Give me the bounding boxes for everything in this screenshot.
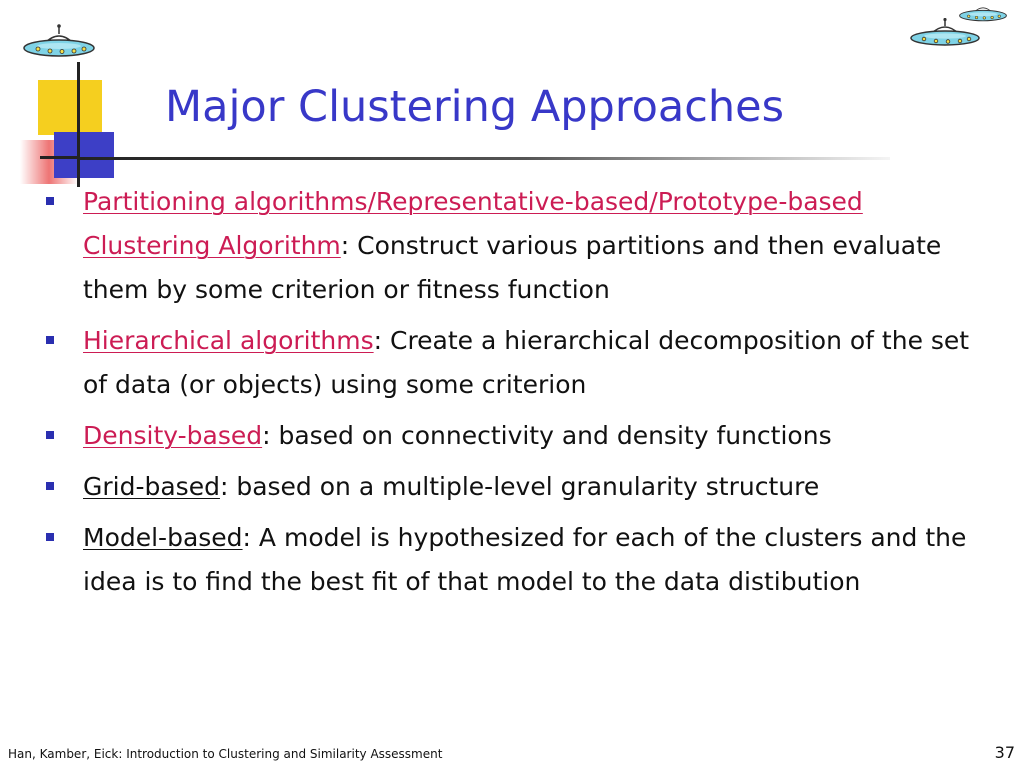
- ufo-icon: [908, 18, 982, 52]
- bullet-marker-icon: [46, 336, 54, 344]
- term-description: : based on connectivity and density functions: [262, 421, 832, 450]
- bullet-marker-icon: [46, 431, 54, 439]
- term-link[interactable]: Density-based: [83, 421, 263, 450]
- term-link[interactable]: Grid-based: [83, 472, 220, 501]
- bullet-marker-icon: [46, 482, 54, 490]
- page-number: 37: [994, 743, 1015, 762]
- bullet-marker-icon: [46, 533, 54, 541]
- slide-title: Major Clustering Approaches: [165, 82, 784, 132]
- logo-yellow-square: [38, 80, 102, 135]
- logo-horizontal-line: [40, 156, 80, 159]
- title-underline-rule: [80, 157, 890, 160]
- term-link[interactable]: Hierarchical algorithms: [83, 326, 374, 355]
- list-item: [44, 465, 984, 509]
- list-item: [44, 319, 984, 407]
- term-link[interactable]: Model-based: [83, 523, 243, 552]
- logo-vertical-line: [77, 62, 80, 187]
- term-link[interactable]: Partitioning algorithms/Representative-based/Prototype-based Clustering Algorithm: [83, 187, 863, 260]
- slide-footer: Han, Kamber, Eick: Introduction to Clustering and Similarity Assessment: [8, 747, 443, 761]
- bullet-marker-icon: [46, 197, 54, 205]
- term-description: : A model is hypothesized for each of the clusters and the idea is to find the best fit of that model to the data distibution: [83, 523, 967, 596]
- bullet-list: [44, 180, 984, 611]
- term-description: : Construct various partitions and then evaluate them by some criterion or fitness function: [83, 231, 942, 304]
- list-item: [44, 516, 984, 604]
- ufo-icon: [22, 24, 96, 64]
- list-item: [44, 180, 984, 312]
- logo-blue-square: [54, 132, 114, 178]
- term-description: : Create a hierarchical decomposition of the set of data (or objects) using some criterion: [83, 326, 970, 399]
- list-item: [44, 414, 984, 458]
- term-description: : based on a multiple-level granularity structure: [219, 472, 820, 501]
